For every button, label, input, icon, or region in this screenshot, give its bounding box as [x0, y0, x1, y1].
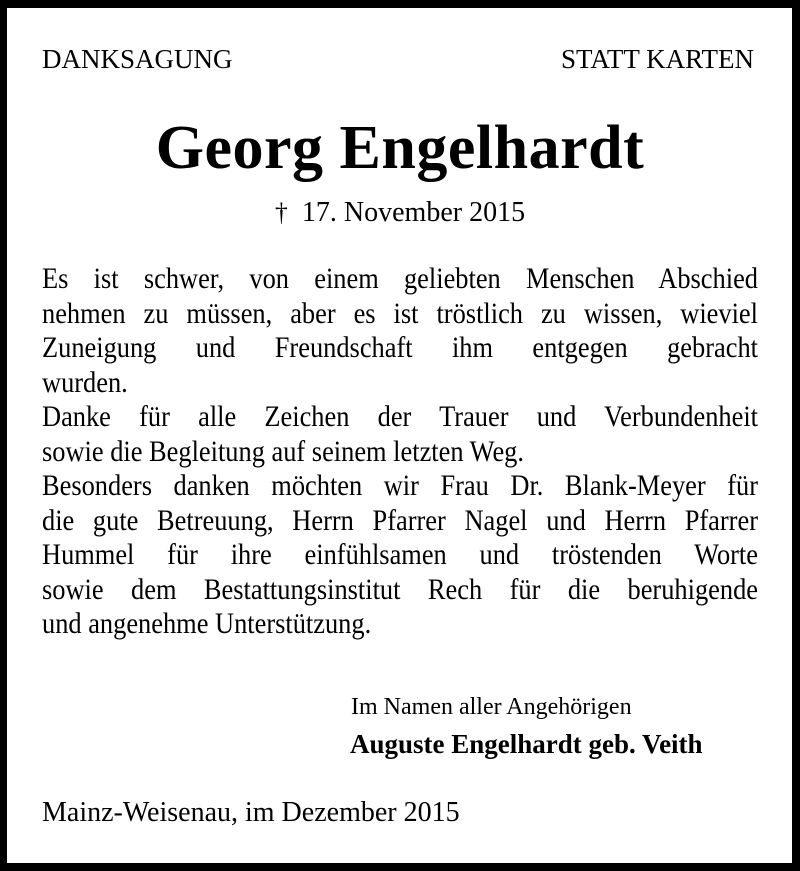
body-line: nehmen zu müssen, aber es ist tröstlich zu wissen, wieviel: [42, 296, 758, 330]
body-line: sowie dem Bestattungsinstitut Rech für die beruhigende: [42, 572, 758, 606]
death-date: 17. November 2015: [301, 197, 526, 228]
body-line: Zuneigung und Freundschaft ihm entgegen gebracht: [42, 331, 758, 364]
body-line: und angenehme Unterstützung.: [42, 607, 372, 640]
body-line: die gute Betreuung, Herrn Pfarrer Nagel und Herrn Pfarrer: [42, 503, 758, 537]
body-line: Besonders danken möchten wir Frau Dr. Blank-Meyer für: [42, 469, 758, 502]
signature-name: Auguste Engelhardt geb. Veith: [350, 729, 703, 759]
signature-intro: Im Namen aller Angehörigen: [351, 694, 632, 720]
header-danksagung: DANKSAGUNG: [42, 44, 233, 74]
body-line: Danke für alle Zeichen der Trauer und Verbundenheit: [42, 400, 758, 433]
header-statt-karten: STATT KARTEN: [561, 44, 754, 74]
body-line: wurden.: [42, 365, 128, 399]
deceased-name: Georg Engelhardt: [155, 114, 645, 182]
death-date-line: [0, 196, 800, 230]
body-line: Es ist schwer, von einem geliebten Menschen Abschied: [42, 262, 758, 295]
body-line: sowie die Begleitung auf seinem letzten Weg.: [42, 434, 524, 468]
place-and-date: Mainz-Weisenau, im Dezember 2015: [42, 797, 460, 828]
thank-you-text: [42, 262, 758, 642]
body-line: Hummel für ihre einfühlsamen und tröstenden Worte: [42, 538, 758, 571]
cross-icon: †: [274, 198, 288, 227]
